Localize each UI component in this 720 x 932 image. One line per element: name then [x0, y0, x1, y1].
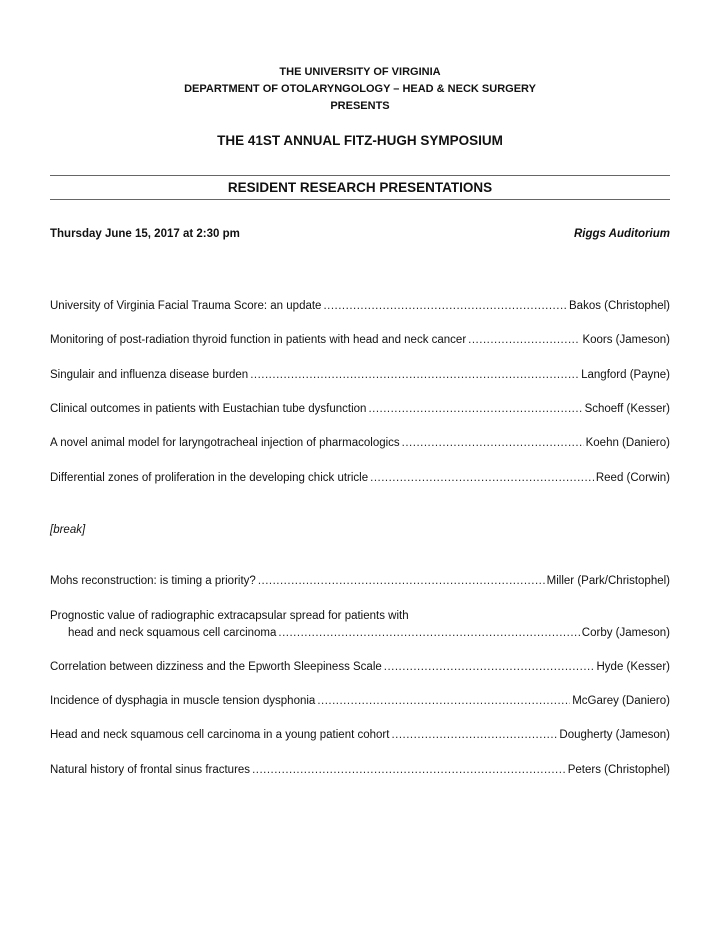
leader-dots — [370, 472, 594, 484]
presentation-title: Correlation between dizziness and the Epworth Sleepiness Scale — [50, 661, 382, 673]
leader-dots — [468, 334, 580, 346]
presenter: Corby (Jameson) — [581, 627, 670, 639]
presentation-item — [50, 369, 670, 385]
presentation-title: Singulair and influenza disease burden — [50, 369, 249, 381]
presenter: Peters (Christophel) — [567, 764, 670, 776]
presentation-item — [50, 300, 670, 316]
leader-dots — [258, 575, 545, 587]
presentation-title: University of Virginia Facial Trauma Score: an update — [50, 300, 322, 312]
symposium-title: THE 41ST ANNUAL FITZ-HUGH SYMPOSIUM — [217, 133, 503, 148]
event-date: Thursday June 15, 2017 at 2:30 pm — [50, 228, 240, 240]
presenter: Langford (Payne) — [581, 369, 670, 381]
leader-dots — [402, 437, 584, 449]
presenter: Hyde (Kesser) — [596, 661, 670, 673]
presents-label: PRESENTS — [330, 100, 390, 112]
break-label: [break] — [50, 524, 86, 536]
leader-dots — [317, 695, 570, 707]
presenter: Dougherty (Jameson) — [559, 729, 670, 741]
leader-dots — [384, 661, 595, 673]
top-divider — [50, 175, 670, 176]
presentation-item — [50, 729, 670, 745]
leader-dots — [252, 764, 566, 776]
leader-dots — [391, 729, 557, 741]
presentation-item — [50, 764, 670, 780]
presentation-item — [50, 437, 670, 453]
presentation-title: Natural history of frontal sinus fractures — [50, 764, 251, 776]
presentation-title: Differential zones of proliferation in the developing chick utricle — [50, 472, 369, 484]
presentation-title: Monitoring of post-radiation thyroid function in patients with head and neck cancer — [50, 334, 467, 346]
leader-dots — [368, 403, 582, 415]
presentation-title: A novel animal model for laryngotracheal injection of pharmacologics — [50, 437, 400, 449]
presenter: McGarey (Daniero) — [572, 695, 670, 707]
presentation-title: Mohs reconstruction: is timing a priority? — [50, 575, 256, 587]
presentation-title: Incidence of dysphagia in muscle tension dysphonia — [50, 695, 316, 707]
presentation-title: Head and neck squamous cell carcinoma in a young patient cohort — [50, 729, 390, 741]
presenter: Koehn (Daniero) — [585, 437, 670, 449]
presentation-title: Clinical outcomes in patients with Eustachian tube dysfunction — [50, 403, 367, 415]
presenter: Miller (Park/Christophel) — [546, 575, 670, 587]
section-title: RESIDENT RESEARCH PRESENTATIONS — [227, 180, 493, 195]
leader-dots — [323, 300, 567, 312]
leader-dots — [278, 627, 579, 639]
presentation-title: head and neck squamous cell carcinoma — [68, 627, 277, 639]
leader-dots — [250, 369, 579, 381]
university-name: THE UNIVERSITY OF VIRGINIA — [279, 66, 441, 78]
presentation-title-line1: Prognostic value of radiographic extracapsular spread for patients with — [50, 610, 409, 622]
presentation-item — [50, 575, 670, 591]
event-venue: Riggs Auditorium — [573, 228, 670, 240]
presenter: Koors (Jameson) — [582, 334, 670, 346]
bottom-divider — [50, 199, 670, 200]
presentation-item — [50, 334, 670, 350]
presentation-item — [50, 472, 670, 488]
presentation-item — [50, 403, 670, 419]
presenter: Schoeff (Kesser) — [584, 403, 670, 415]
presentation-item — [68, 627, 670, 643]
department-name: DEPARTMENT OF OTOLARYNGOLOGY – HEAD & NECK SURGERY — [184, 83, 536, 95]
presenter: Reed (Corwin) — [595, 472, 670, 484]
presentation-item — [50, 661, 670, 677]
presenter: Bakos (Christophel) — [569, 300, 670, 312]
presentation-item — [50, 695, 670, 711]
